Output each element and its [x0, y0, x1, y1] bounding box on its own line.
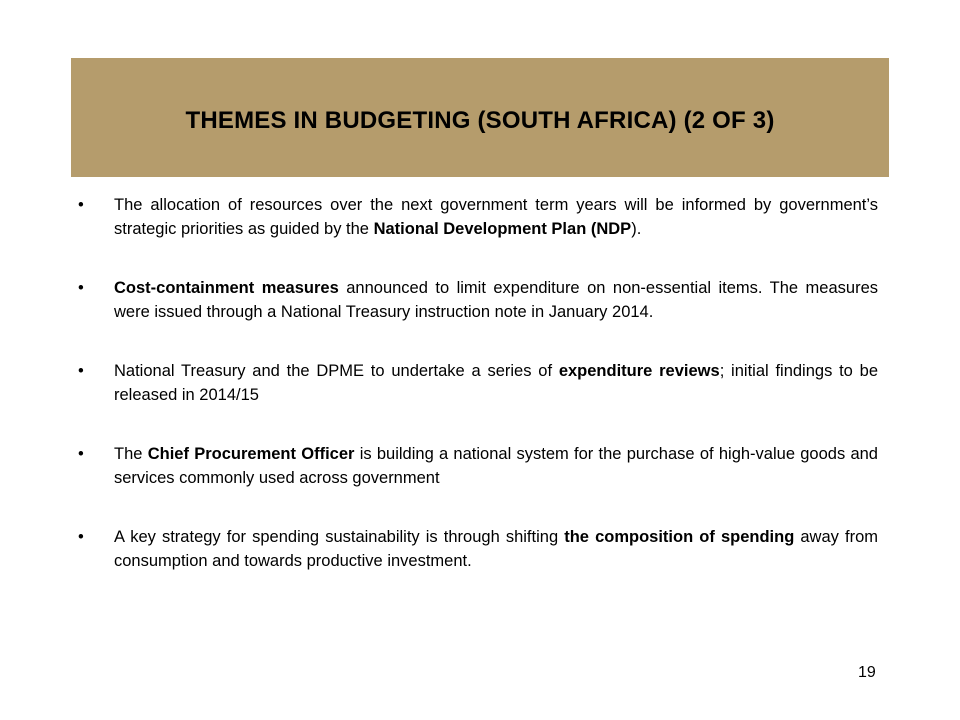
page-number: 19 — [858, 664, 876, 681]
bullet-item-chief-procurement — [78, 442, 878, 490]
bullet-marker: • — [78, 445, 84, 463]
bullet-item-cost-containment — [78, 276, 878, 324]
bullet-emphasis: expenditure reviews — [558, 362, 720, 380]
slide-title: THEMES IN BUDGETING (SOUTH AFRICA) (2 OF 3) — [185, 106, 775, 134]
bullet-text: away from consumption and towards productive investment. — [114, 528, 879, 570]
bullet-emphasis: Cost-containment measures — [114, 279, 339, 297]
title-banner — [71, 58, 889, 177]
bullet-text: National Treasury and the DPME to undertake a series of — [114, 362, 559, 380]
bullet-emphasis: the composition of spending — [564, 528, 795, 546]
bullet-item-expenditure-reviews — [78, 359, 878, 407]
bullet-marker: • — [78, 362, 84, 380]
bullet-text: ). — [631, 220, 642, 238]
bullet-list — [78, 193, 878, 573]
bullet-text: The — [114, 445, 148, 463]
bullet-text: The allocation of resources over the next government term years will be informed by government’s strategic priorities as guided by the — [114, 196, 878, 238]
bullet-marker: • — [78, 528, 84, 546]
bullet-text: is building a national system for the purchase of high-value goods and services commonly used across government — [114, 445, 878, 487]
bullet-text: ; initial findings to be released in 2014/15 — [114, 362, 878, 404]
bullet-item-resource-allocation — [78, 193, 878, 241]
bullet-marker: • — [78, 279, 84, 297]
bullet-emphasis: Chief Procurement Officer — [147, 445, 355, 463]
bullet-emphasis: National Development Plan (NDP — [373, 220, 632, 238]
bullet-text: A key strategy for spending sustainability is through shifting — [114, 528, 565, 546]
bullet-marker: • — [78, 196, 84, 214]
bullet-text: announced to limit expenditure on non-essential items. The measures were issued through a National Treasury instruction note in January 2014. — [114, 279, 879, 321]
bullet-item-spending-composition — [78, 525, 878, 573]
